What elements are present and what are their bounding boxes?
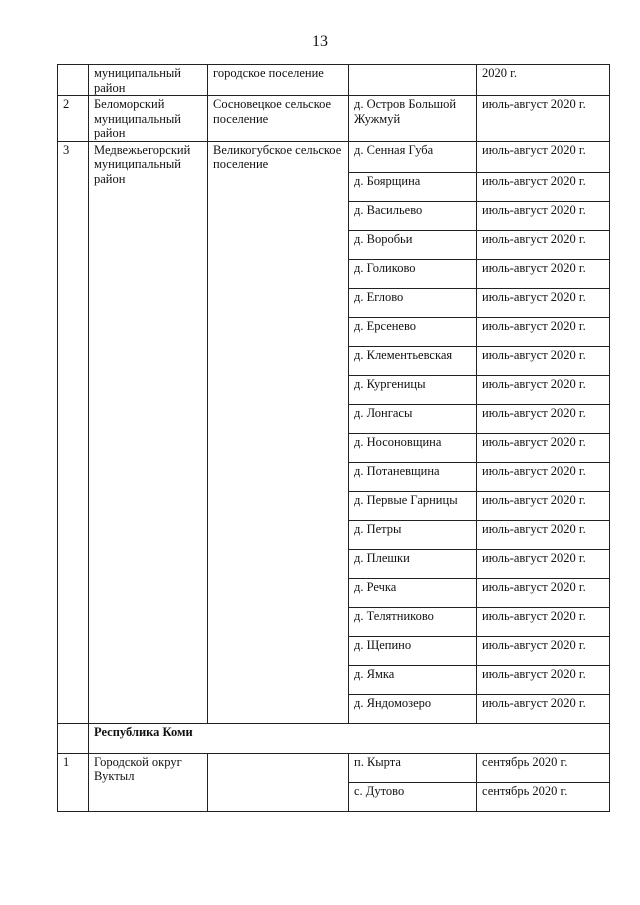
region-title: Республика Коми xyxy=(89,723,610,753)
locality-cell: д. Яндомозеро xyxy=(349,694,477,723)
schedule-table xyxy=(57,64,610,812)
period-cell: июль-август 2020 г. xyxy=(477,636,610,665)
locality-cell: д. Остров Большой Жужмуй xyxy=(349,96,477,142)
settlement-cell: Великогубское сельское поселение xyxy=(208,141,349,723)
period-cell: сентябрь 2020 г. xyxy=(477,753,610,782)
period-cell: июль-август 2020 г. xyxy=(477,172,610,201)
locality-cell: с. Дутово xyxy=(349,782,477,811)
period-cell: июль-август 2020 г. xyxy=(477,404,610,433)
locality-cell: д. Васильево xyxy=(349,201,477,230)
period-cell: июль-август 2020 г. xyxy=(477,230,610,259)
settlement-cell xyxy=(208,753,349,811)
row-number-cell: 1 xyxy=(58,753,89,811)
locality-cell: д. Потаневщина xyxy=(349,462,477,491)
locality-cell: д. Первые Гарницы xyxy=(349,491,477,520)
locality-cell: д. Боярщина xyxy=(349,172,477,201)
district-cell: Беломорский муниципальный район xyxy=(89,96,208,142)
table-row xyxy=(58,141,610,172)
period-cell: сентябрь 2020 г. xyxy=(477,782,610,811)
locality-cell: д. Телятниково xyxy=(349,607,477,636)
locality-cell: д. Голиково xyxy=(349,259,477,288)
locality-cell: д. Ерсенево xyxy=(349,317,477,346)
locality-cell: д. Речка xyxy=(349,578,477,607)
period-cell: июль-август 2020 г. xyxy=(477,201,610,230)
section-header-row xyxy=(58,723,610,753)
period-cell: июль-август 2020 г. xyxy=(477,491,610,520)
period-cell: июль-август 2020 г. xyxy=(477,694,610,723)
locality-cell: д. Щепино xyxy=(349,636,477,665)
locality-cell: д. Воробьи xyxy=(349,230,477,259)
district-cell: Городской округ Вуктыл xyxy=(89,753,208,811)
period-cell: июль-август 2020 г. xyxy=(477,375,610,404)
locality-cell: д. Клементьевская xyxy=(349,346,477,375)
locality-cell: д. Лонгасы xyxy=(349,404,477,433)
locality-cell: д. Сенная Губа xyxy=(349,141,477,172)
settlement-cell: Сосновецкое сельское поселение xyxy=(208,96,349,142)
locality-cell: д. Ямка xyxy=(349,665,477,694)
locality-cell: д. Носоновщина xyxy=(349,433,477,462)
locality-cell: д. Еглово xyxy=(349,288,477,317)
period-cell: июль-август 2020 г. xyxy=(477,346,610,375)
period-cell: 2020 г. xyxy=(477,65,610,96)
locality-cell: д. Петры xyxy=(349,520,477,549)
period-cell: июль-август 2020 г. xyxy=(477,578,610,607)
settlement-cell: городское поселение xyxy=(208,65,349,96)
period-cell: июль-август 2020 г. xyxy=(477,317,610,346)
locality-cell: д. Плешки xyxy=(349,549,477,578)
row-number-cell: 2 xyxy=(58,96,89,142)
table-row xyxy=(58,753,610,782)
table-row xyxy=(58,65,610,96)
district-cell: Медвежьегорский муниципальный район xyxy=(89,141,208,723)
period-cell: июль-август 2020 г. xyxy=(477,549,610,578)
row-number-cell xyxy=(58,723,89,753)
period-cell: июль-август 2020 г. xyxy=(477,259,610,288)
period-cell: июль-август 2020 г. xyxy=(477,433,610,462)
locality-cell: д. Кургеницы xyxy=(349,375,477,404)
page-number: 13 xyxy=(312,33,328,50)
locality-cell xyxy=(349,65,477,96)
row-number-cell xyxy=(58,65,89,96)
row-number-cell: 3 xyxy=(58,141,89,723)
period-cell: июль-август 2020 г. xyxy=(477,96,610,142)
period-cell: июль-август 2020 г. xyxy=(477,665,610,694)
locality-cell: п. Кырта xyxy=(349,753,477,782)
period-cell: июль-август 2020 г. xyxy=(477,288,610,317)
period-cell: июль-август 2020 г. xyxy=(477,520,610,549)
period-cell: июль-август 2020 г. xyxy=(477,607,610,636)
table-row xyxy=(58,96,610,142)
period-cell: июль-август 2020 г. xyxy=(477,141,610,172)
district-cell: муниципальный район xyxy=(89,65,208,96)
period-cell: июль-август 2020 г. xyxy=(477,462,610,491)
